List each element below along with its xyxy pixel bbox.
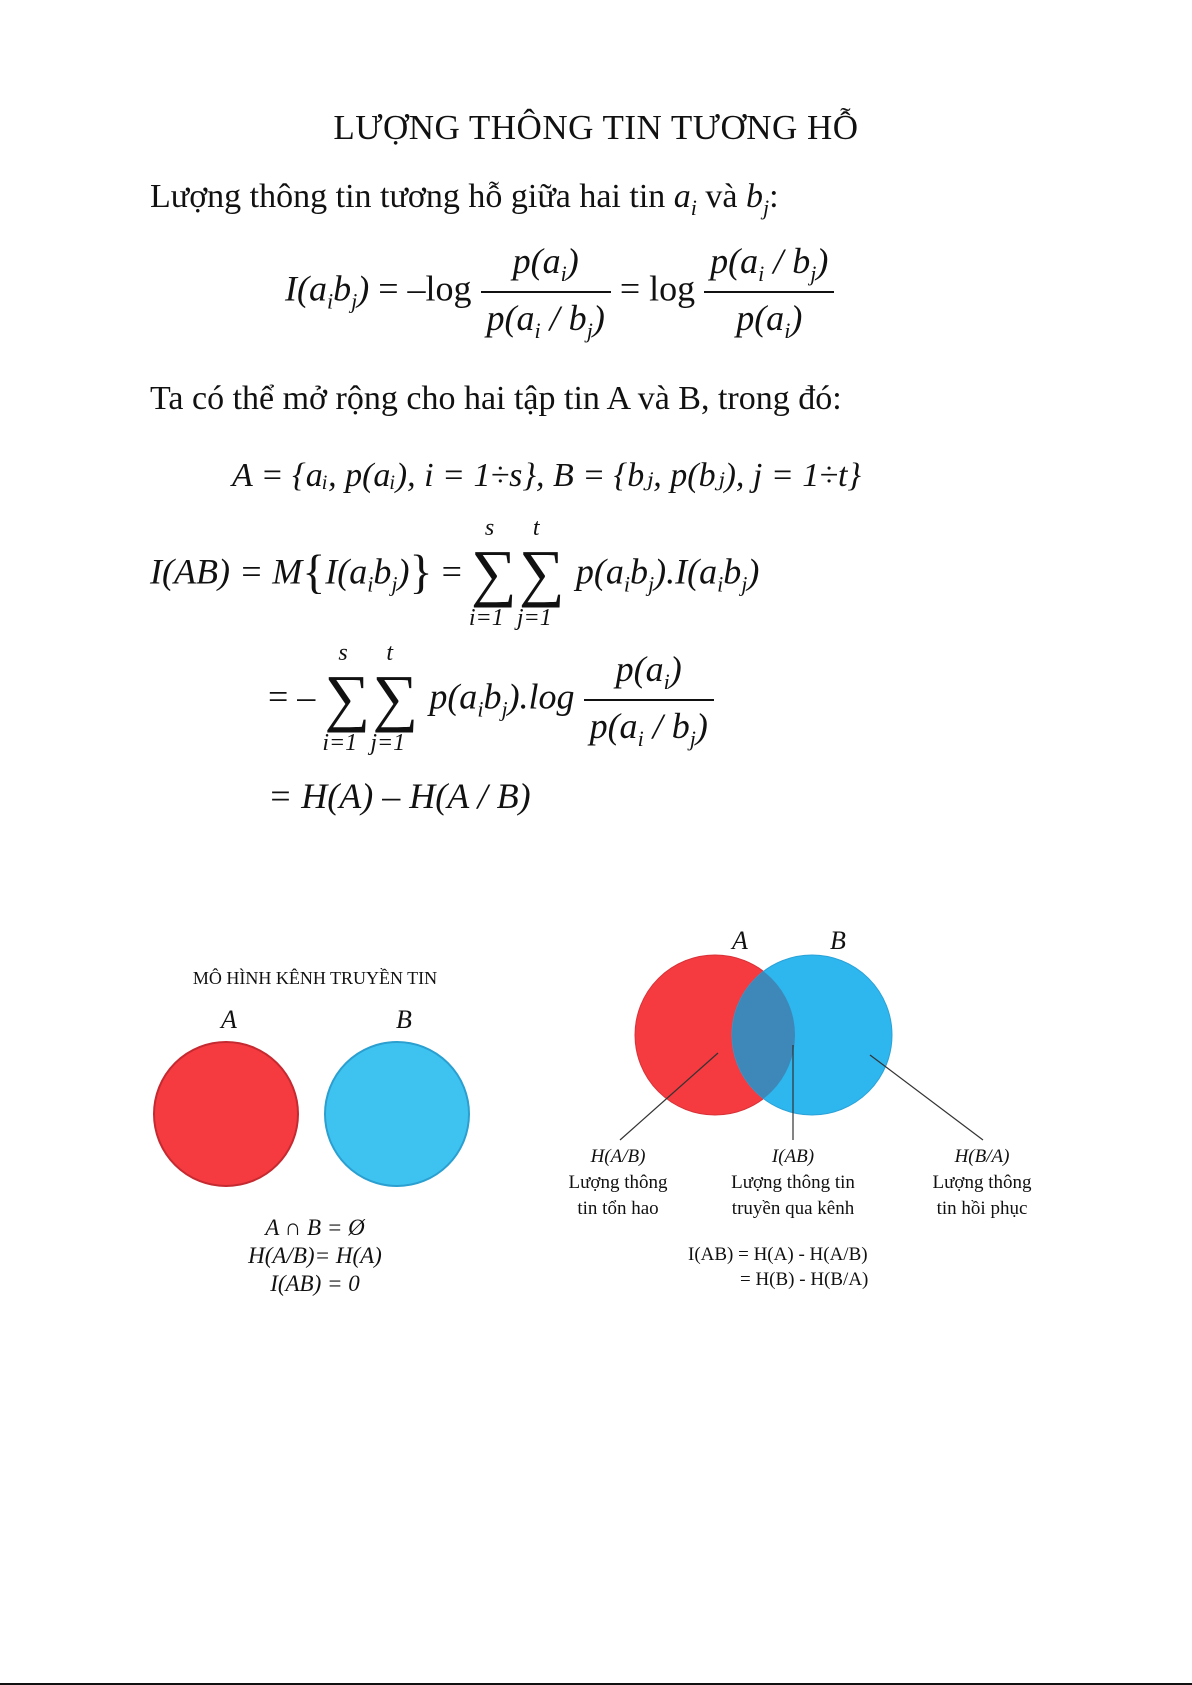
- right-equations: [688, 1242, 868, 1292]
- f1-fraction-2: [704, 240, 834, 344]
- intro-var-b: b: [745, 178, 763, 215]
- f3-num-sub: i: [663, 669, 670, 694]
- f2-term-sub-j: j: [648, 571, 655, 597]
- f2-sigma-j: ∑: [518, 537, 565, 608]
- f1-fraction-1: [481, 240, 611, 344]
- f1-frac2-num-rest: / b: [764, 241, 811, 281]
- f3-den: p(a: [589, 706, 638, 746]
- left-circle-b: [325, 1042, 469, 1186]
- f2-sum-i: [468, 515, 519, 635]
- sets-definition: A = {aᵢ, p(aᵢ), i = 1÷s}, B = {bⱼ, p(bⱼ), j = 1÷t}: [232, 457, 861, 494]
- f2-term-mid-sub-i: i: [717, 571, 724, 597]
- f1-eq-log: = log: [619, 268, 696, 309]
- caption-left-line1: Lượng thông: [568, 1172, 668, 1193]
- f3-den-rest: / b: [643, 706, 690, 746]
- f1-frac2-den-close: ): [790, 298, 803, 338]
- f3-sum-j: [372, 640, 420, 760]
- right-label-a: A: [732, 926, 748, 955]
- f1-frac1-den-rest: / b: [540, 298, 587, 338]
- f2-term-close: ): [747, 551, 760, 592]
- f2-inner-close: ): [397, 551, 410, 592]
- formula-2: [150, 515, 759, 635]
- f3-sigma-j: ∑: [372, 662, 418, 733]
- caption-right-expr: H(B/A): [954, 1146, 1010, 1167]
- f2-sum-j-upper: t: [532, 515, 540, 541]
- left-label-a: A: [221, 1005, 237, 1034]
- caption-middle-expr: I(AB): [771, 1146, 815, 1167]
- right-eq-1: I(AB) = H(A) - H(A/B): [688, 1244, 868, 1265]
- f1-lhs: I(a: [285, 268, 327, 309]
- f3-sum-i-lower: i=1: [322, 730, 358, 756]
- caption-left: [548, 1144, 688, 1222]
- f3-term-mid: ).log: [507, 676, 575, 717]
- f1-frac2-den-sub: i: [784, 318, 791, 343]
- f3-den-sub-i: i: [637, 726, 644, 751]
- f2-term: p(a: [575, 551, 624, 592]
- extend-text: Ta có thể mở rộng cho hai tập tin A và B, trong đó:: [150, 380, 842, 417]
- f3-lead: = –: [268, 676, 316, 717]
- f1-frac2-num-sub-i: i: [758, 261, 765, 286]
- f3-fraction: [584, 648, 714, 752]
- f1-frac1-num-close: ): [566, 241, 579, 281]
- f2-term-mid: ).I(a: [654, 551, 718, 592]
- left-venn: [148, 1040, 478, 1200]
- f3-term-sub-j: j: [501, 696, 508, 722]
- f3-term: p(a: [429, 676, 478, 717]
- formula-1: [285, 240, 834, 344]
- left-diagram-title: MÔ HÌNH KÊNH TRUYỀN TIN: [192, 968, 438, 988]
- caption-middle-line1: Lượng thông tin: [731, 1172, 855, 1193]
- f1-lhs-mid: b: [333, 268, 352, 309]
- left-eq-3: I(AB) = 0: [270, 1271, 360, 1296]
- f1-frac1-den-close: ): [592, 298, 605, 338]
- f2-sum-i-lower: i=1: [468, 605, 504, 631]
- caption-left-expr: H(A/B): [590, 1146, 646, 1167]
- f1-eq-neg-log: = –log: [378, 268, 472, 309]
- caption-left-line2: tin tổn hao: [577, 1198, 659, 1219]
- f2-lhs: I(AB) = M: [150, 551, 303, 592]
- formula-3: [268, 640, 714, 760]
- f1-frac1-den: p(a: [486, 298, 535, 338]
- page-title: LƯỢNG THÔNG TIN TƯƠNG HỖ: [333, 108, 859, 147]
- intro-line: [150, 178, 779, 221]
- f2-sum-j-lower: j=1: [516, 605, 552, 631]
- f1-frac2-den: p(a: [736, 298, 785, 338]
- f3-den-sub-j: j: [689, 726, 696, 751]
- f2-eq: =: [441, 551, 462, 592]
- f3-sigma-i: ∑: [324, 662, 370, 733]
- f1-frac1-den-sub-i: i: [534, 318, 541, 343]
- f3-term-sub-i: i: [477, 696, 484, 722]
- f1-frac2-num-close: ): [816, 241, 829, 281]
- caption-right: [912, 1144, 1052, 1222]
- caption-middle: [713, 1144, 873, 1222]
- intro-conj: và: [705, 178, 738, 215]
- f2-term-b: b: [630, 551, 648, 592]
- left-eq-2: H(A/B)= H(A): [248, 1243, 382, 1268]
- f2-term-mid-sub-j: j: [741, 571, 748, 597]
- f1-lhs-close: ): [357, 268, 370, 309]
- f2-inner: I(a: [325, 551, 368, 592]
- f1-frac2-num-sub-j: j: [810, 261, 817, 286]
- f2-close-brace: }: [409, 545, 433, 599]
- pointer-right: [870, 1055, 983, 1140]
- formula-4: = H(A) – H(A / B): [268, 776, 531, 816]
- f3-sum-i-upper: s: [338, 640, 348, 666]
- left-circle-a: [154, 1042, 298, 1186]
- f2-term-sub-i: i: [623, 571, 630, 597]
- right-label-b: B: [830, 926, 846, 955]
- f2-inner-sub-j: j: [391, 571, 398, 597]
- f3-sum-j-upper: t: [386, 640, 393, 666]
- f2-sigma-i: ∑: [470, 537, 517, 608]
- f2-term-b2: b: [723, 551, 742, 592]
- f3-num-close: ): [669, 649, 682, 689]
- f2-sum-i-upper: s: [484, 515, 495, 541]
- left-equations: [150, 1214, 480, 1298]
- f2-inner-b: b: [373, 551, 392, 592]
- f3-sum-j-lower: j=1: [370, 730, 406, 756]
- right-eq-2: = H(B) - H(B/A): [740, 1269, 869, 1290]
- caption-right-line1: Lượng thông: [932, 1172, 1032, 1193]
- intro-var-a: a: [673, 178, 691, 215]
- f1-frac1-num: p(a: [512, 241, 561, 281]
- intro-colon: :: [769, 178, 779, 215]
- f3-num: p(a: [615, 649, 664, 689]
- f1-frac1-num-sub: i: [560, 261, 567, 286]
- f1-frac2-num: p(a: [710, 241, 759, 281]
- caption-right-line2: tin hồi phục: [936, 1198, 1028, 1219]
- caption-middle-line2: truyền qua kênh: [731, 1198, 855, 1219]
- f1-lhs-sub-j: j: [351, 288, 358, 314]
- f3-term-b: b: [483, 676, 502, 717]
- f3-den-close: ): [695, 706, 708, 746]
- left-eq-1: A ∩ B = Ø: [265, 1215, 365, 1240]
- f2-open-brace: {: [302, 545, 326, 599]
- f1-frac1-den-sub-j: j: [586, 318, 593, 343]
- f2-inner-sub-i: i: [367, 571, 374, 597]
- left-label-b: B: [396, 1005, 412, 1034]
- f2-sum-j: [516, 515, 567, 635]
- f1-lhs-sub-i: i: [326, 288, 334, 314]
- right-venn: [560, 950, 1060, 1170]
- intro-sub-a: i: [690, 195, 697, 220]
- intro-text: Lượng thông tin tương hỗ giữa hai tin: [150, 178, 666, 215]
- intro-sub-b: j: [762, 195, 770, 220]
- f3-sum-i: [324, 640, 372, 760]
